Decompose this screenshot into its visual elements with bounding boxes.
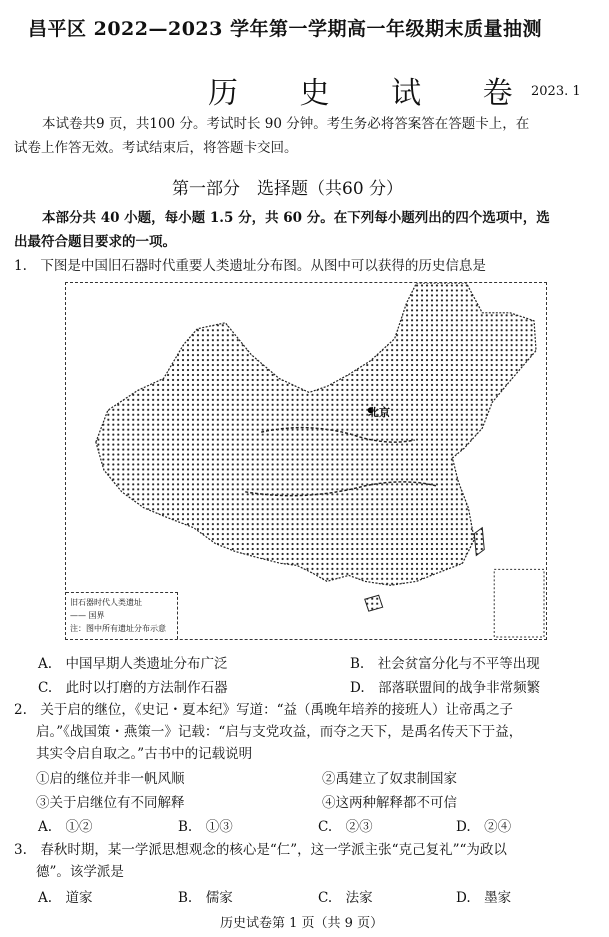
legend-item-sites: 旧石器时代人类遗址 — [70, 598, 142, 607]
question-1-option-c[interactable]: C. 此时以打磨的方法制作石器 — [38, 680, 228, 696]
map-figure — [66, 283, 546, 639]
china-territory-shape — [96, 283, 536, 585]
question-2-statement-3: ③关于启继位有不同解释 — [36, 795, 185, 811]
taiwan-island-shape — [474, 528, 484, 556]
question-2-option-b[interactable]: B. ①③ — [178, 819, 233, 835]
intro-line-1: 本试卷共9 页，共100 分。考试时长 90 分钟。考生务必将答案答在答题卡上，在 — [42, 116, 530, 132]
south-china-sea-inset — [494, 569, 544, 637]
question-1-option-b[interactable]: B. 社会贫富分化与不平等出现 — [350, 656, 540, 672]
question-1-option-a[interactable]: A. 中国早期人类遗址分布广泛 — [38, 656, 228, 672]
question-3-option-a[interactable]: A. 道家 — [38, 890, 93, 906]
question-2-stem-3: 其实令启自取之。”古书中的记载说明 — [36, 746, 253, 762]
beijing-label: 北京 — [368, 406, 390, 419]
question-1-option-d[interactable]: D. 部落联盟间的战争非常频繁 — [350, 680, 541, 696]
section-instruction-1: 本部分共 40 小题，每小题 1.5 分，共 60 分。在下列每小题列出的四个选项中，选 — [42, 210, 550, 226]
map-legend — [66, 592, 178, 639]
question-3-stem-2: 德”。该学派是 — [36, 864, 124, 880]
question-2-statement-2: ②禹建立了奴隶制国家 — [322, 771, 457, 787]
question-2-statement-4: ④这两种解释都不可信 — [322, 795, 457, 811]
intro-line-2: 试卷上作答无效。考试结束后，将答题卡交回。 — [14, 140, 298, 156]
question-3-option-b[interactable]: B. 儒家 — [178, 890, 233, 906]
legend-note: 注：图中所有遗址分布示意 — [70, 624, 166, 633]
question-1-stem: 1. 下图是中国旧石器时代重要人类遗址分布图。从图中可以获得的历史信息是 — [14, 258, 486, 274]
question-2-option-c[interactable]: C. ②③ — [318, 819, 373, 835]
legend-item-border: —— 国界 — [70, 611, 105, 620]
subject-title: 历 史 试 卷 — [208, 76, 539, 111]
exam-header: 昌平区 2022—2023 学年第一学期高一年级期末质量抽测 — [28, 18, 542, 40]
page-footer: 历史试卷第 1 页（共 9 页） — [220, 916, 384, 931]
question-2-option-a[interactable]: A. ①② — [38, 819, 93, 835]
section-title: 第一部分 选择题（共60 分） — [172, 179, 404, 199]
section-instruction-2: 出最符合题目要求的一项。 — [14, 234, 176, 250]
question-3-stem-1: 3. 春秋时期，某一学派思想观念的核心是“仁”，这一学派主张“克己复礼”“为政以 — [14, 842, 507, 858]
question-2-statement-1: ①启的继位并非一帆风顺 — [36, 771, 185, 787]
question-2-stem-1: 2. 关于启的继位，《史记・夏本纪》写道：“益（禹晚年培养的接班人）让帝禹之子 — [14, 702, 514, 718]
exam-date: 2023. 1 — [531, 84, 581, 99]
question-3-option-c[interactable]: C. 法家 — [318, 890, 373, 906]
question-3-option-d[interactable]: D. 墨家 — [456, 890, 512, 906]
question-2-stem-2: 启。”《战国策・燕策一》记载：“启与支党攻益，而夺之天下，是禹名传天下于益， — [36, 724, 523, 740]
hainan-island-shape — [365, 595, 383, 611]
question-2-option-d[interactable]: D. ②④ — [456, 819, 512, 835]
site-distribution-map — [65, 282, 547, 640]
